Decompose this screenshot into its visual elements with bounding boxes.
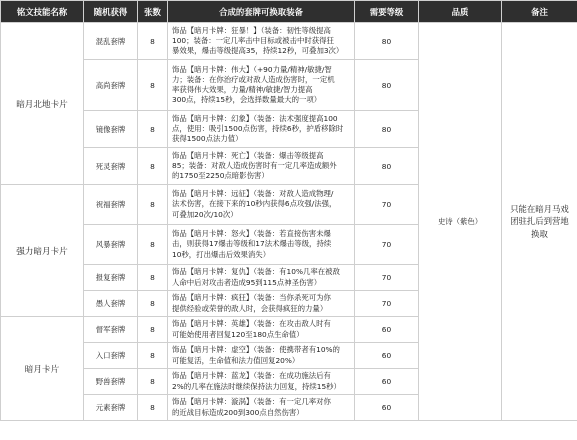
description-line: 300点，持续15秒，会选择数量最大的一项） [172,95,322,105]
description-line: 饰品【暗月卡牌：蓝龙】（装备：在成功施法后有 [172,371,331,381]
deck-name: 野兽套牌 [84,369,138,395]
equipment-description [168,225,355,265]
deck-name: 督军套牌 [84,317,138,343]
quality-value: 史诗（紫色） [419,23,502,421]
description-line: 率获得伟大效果，力量/精神/敏捷/智力提高 [172,85,313,94]
required-level: 70 [355,225,419,265]
required-level: 80 [355,23,419,60]
equipment-description [168,185,355,225]
required-level: 80 [355,111,419,148]
group-name: 暗月北地卡片 [1,23,84,185]
deck-name: 死灵套牌 [84,148,138,185]
group-name: 强力暗月卡片 [1,185,84,317]
required-level: 70 [355,265,419,291]
description-line: 的1750至2250点暗影伤害） [172,171,269,181]
card-count: 8 [138,225,168,265]
equipment-description [168,291,355,317]
deck-name: 混乱套牌 [84,23,138,60]
description-line: 可能始使用者回复120至180点生命值） [172,329,304,339]
description-line: 提供经验或荣誉的敌人时，会获得疯狂的力量） [172,303,328,313]
equipment-description [168,317,355,343]
description-line: 饰品【暗月卡牌：伟大】（+90力量/精神/敏捷/智 [172,64,332,74]
card-count: 8 [138,60,168,111]
description-line: 10秒，打出爆击后效果消失） [172,249,271,259]
required-level: 60 [355,317,419,343]
description-line: 饰品【暗月卡牌：虚空】（装备：使携带者有10%的 [172,345,340,355]
description-line: 法术伤害，在接下来的10秒内获得6点攻强/法强， [172,199,337,209]
equipment-description [168,23,355,60]
card-count: 8 [138,291,168,317]
deck-name: 报复套牌 [84,265,138,291]
description-line: 饰品【暗月卡牌：远征】（装备：对敌人造成物理/ [172,189,334,199]
description-line: 可叠加20次/10次） [172,209,238,219]
description-line: 100；装备：一定几率击中目标或被击中时获得狂 [172,35,334,45]
deck-name: 高尚套牌 [84,60,138,111]
group-name: 暗月卡片 [1,317,84,421]
deck-name: 入口套牌 [84,343,138,369]
card-count: 8 [138,185,168,225]
description-line: 获得1500点法力值） [172,134,243,144]
required-level: 60 [355,343,419,369]
description-line: 的近战目标造成200到300点自然伤害） [172,407,304,417]
deck-name: 祝福套牌 [84,185,138,225]
required-level: 70 [355,185,419,225]
header-note: 备注 [502,1,577,23]
card-count: 8 [138,369,168,395]
description-line: 击，则获得17爆击等级和17法术爆击等级，持续 [172,239,332,249]
header-equipment: 合成的套牌可换取装备 [168,1,355,23]
card-count: 8 [138,111,168,148]
deck-name: 风暴套牌 [84,225,138,265]
equipment-description [168,148,355,185]
card-count: 8 [138,23,168,60]
required-level: 60 [355,395,419,421]
description-line: 2%的几率在施法时继续保持法力回复，持续15秒） [172,381,341,391]
description-line: 点，使用：吸引1500点伤害，持续6秒，护盾移除时 [172,123,344,133]
card-count: 8 [138,317,168,343]
description-line: 饰品【暗月卡牌：漩涡】（装备：有一定几率对你 [172,397,331,407]
header-count: 张数 [138,1,168,23]
deck-name: 镜像套牌 [84,111,138,148]
equipment-description [168,60,355,111]
description-line: 饰品【暗月卡牌：疯狂】（装备：当你杀死可为你 [172,293,331,303]
card-count: 8 [138,395,168,421]
header-quality: 品质 [419,1,502,23]
equipment-description [168,343,355,369]
description-line: 暴效果，爆击等级提高35，持续12秒，可叠加3次） [172,46,344,56]
table-row [1,23,577,60]
equipment-description [168,111,355,148]
description-line: 85；装备：对敌人造成伤害时有一定几率造成额外 [172,160,337,170]
equipment-description [168,369,355,395]
required-level: 60 [355,369,419,395]
equipment-description [168,265,355,291]
description-line: 饰品【暗月卡牌：死亡】（装备：爆击等级提高 [172,150,324,160]
equipment-description [168,395,355,421]
deck-name: 元素套牌 [84,395,138,421]
description-line: 饰品【暗月卡牌：怒火】（装备：若直接伤害未爆 [172,229,331,239]
required-level: 80 [355,60,419,111]
note-text: 只能在暗月马戏团驻扎后到营地换取 [502,23,577,421]
description-line: 饰品【暗月卡牌：幻象】（装备：法术强度提高100 [172,113,338,123]
deck-name: 愚人套牌 [84,291,138,317]
description-line: 饰品【暗月卡牌：英雄】（装备：在攻击敌人时有 [172,319,331,329]
description-line: 饰品【暗月卡牌：复仇】（装备：有10%几率在被敌 [172,267,340,277]
header-skill-name: 铭文技能名称 [1,1,84,23]
required-level: 70 [355,291,419,317]
card-count: 8 [138,265,168,291]
description-line: 力；装备：在你治疗或对敌人造成伤害时，一定机 [172,74,335,84]
card-count: 8 [138,148,168,185]
header-level: 需要等级 [355,1,419,23]
card-count: 8 [138,343,168,369]
required-level: 80 [355,148,419,185]
header-random: 随机获得 [84,1,138,23]
description-line: 可能复活，生命值和法力值回复20%） [172,355,300,365]
description-line: 饰品【暗月卡牌：狂暴！】（装备：韧性等级提高 [172,25,331,35]
header-row [1,1,577,23]
description-line: 人命中后对攻击者造成95到115点神圣伤害） [172,277,322,287]
